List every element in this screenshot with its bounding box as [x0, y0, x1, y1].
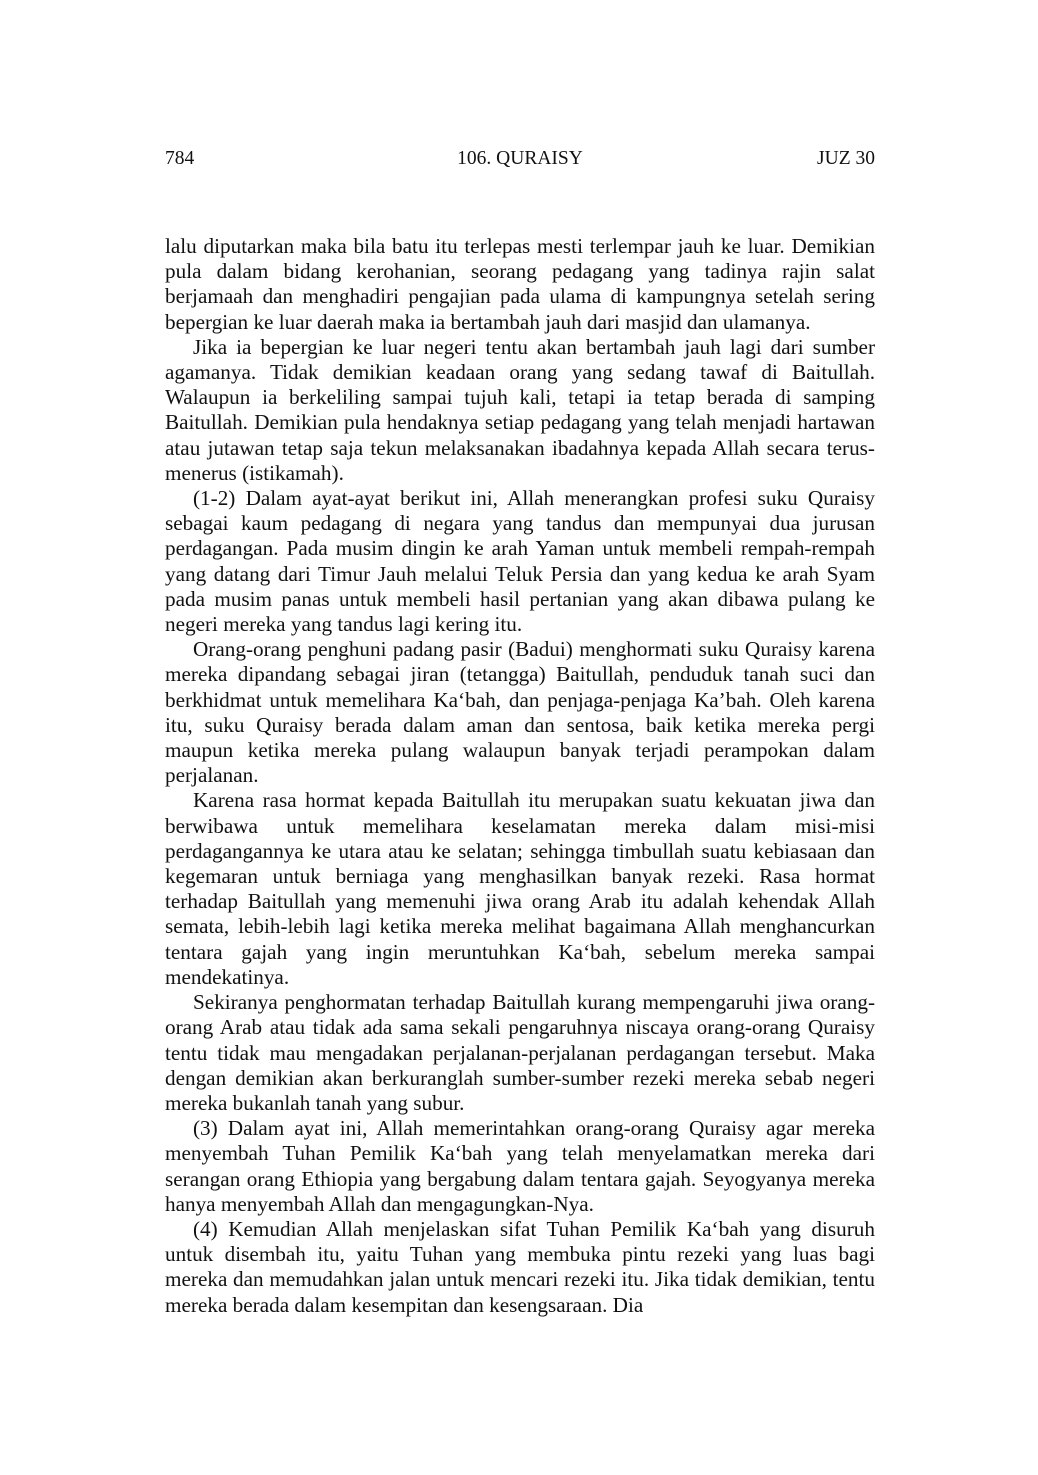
juz-label: JUZ 30 — [817, 148, 875, 169]
page-header — [165, 146, 875, 172]
paragraph: (3) Dalam ayat ini, Allah memerintahkan orang-orang Quraisy agar mereka menyembah Tuhan Pemilik Ka‘bah yang telah menyelamatkan mereka dari serangan orang Ethiopia yang bergabung dalam tentara gajah. Seyogyanya mereka hanya menyembah Allah dan mengagungkan-Nya. — [165, 1116, 875, 1216]
paragraph: (4) Kemudian Allah menjelaskan sifat Tuhan Pemilik Ka‘bah yang disuruh untuk disembah itu, yaitu Tuhan yang membuka pintu rezeki yang luas bagi mereka dan memudahkan jalan untuk mencari rezeki itu. Jika tidak demikian, tentu mereka berada dalam kesempitan dan kesengsaraan. Dia — [165, 1216, 875, 1317]
paragraph: Orang-orang penghuni padang pasir (Badui) menghormati suku Quraisy karena mereka dipandang sebagai jiran (tetangga) Baitullah, penduduk tanah suci dan berkhidmat untuk memelihara Ka‘bah, dan penjaga-penjaga Ka’bah. Oleh karena itu, suku Quraisy berada dalam aman dan sentosa, baik ketika mereka pergi maupun ketika mereka pulang walaupun banyak terjadi perampokan dalam perjalanan. — [165, 637, 875, 788]
paragraph-continuation: lalu diputarkan maka bila batu itu terlepas mesti terlempar jauh ke luar. Demikian pula dalam bidang kerohanian, seorang pedagang yang tadinya rajin salat berjamaah dan menghadiri pengajian pada ulama di kampungnya setelah sering bepergian ke luar daerah maka ia bertambah jauh dari masjid dan ulamanya. — [165, 234, 875, 334]
paragraph: (1-2) Dalam ayat-ayat berikut ini, Allah menerangkan profesi suku Quraisy sebagai kaum pedagang di negara yang tandus dan mempunyai dua jurusan perdagangan. Pada musim dingin ke arah Yaman untuk membeli rempah-rempah yang datang dari Timur Jauh melalui Teluk Persia dan yang kedua ke arah Syam pada musim panas untuk membeli hasil pertanian yang akan dibawa pulang ke negeri mereka yang tandus lagi kering itu. — [165, 486, 875, 637]
page-body — [165, 234, 875, 1318]
paragraph: Karena rasa hormat kepada Baitullah itu merupakan suatu kekuatan jiwa dan berwibawa untuk memelihara keselamatan mereka dalam misi-misi perdagangannya ke utara atau ke selatan; sehingga timbullah suatu kebiasaan dan kegemaran untuk berniaga yang menghasilkan banyak rezeki. Rasa hormat terhadap Baitullah yang memenuhi jiwa orang Arab itu adalah kehendak Allah semata, lebih-lebih lagi ketika mereka melihat bagaimana Allah menghancurkan tentara gajah yang ingin meruntuhkan Ka‘bah, sebelum mereka sampai mendekatinya. — [165, 788, 875, 989]
paragraph: Jika ia bepergian ke luar negeri tentu akan bertambah jauh lagi dari sumber agamanya. Tidak demikian keadaan orang yang sedang tawaf di Baitullah. Walaupun ia berkeliling sampai tujuh kali, tetapi ia tetap berada di samping Baitullah. Demikian pula hendaknya setiap pedagang yang telah menjadi hartawan atau jutawan tetap saja tekun melaksanakan ibadahnya kepada Allah secara terus-menerus (istikamah). — [165, 334, 875, 485]
paragraph: Sekiranya penghormatan terhadap Baitullah kurang mempengaruhi jiwa orang-orang Arab atau tidak ada sama sekali pengaruhnya niscaya orang-orang Quraisy tentu tidak mau mengadakan perjalanan-perjalanan perdagangan tersebut. Maka dengan demikian akan berkuranglah sumber-sumber rezeki mereka sebab negeri mereka bukanlah tanah yang subur. — [165, 990, 875, 1115]
running-title: 106. QURAISY — [457, 148, 583, 169]
page-number: 784 — [165, 148, 195, 169]
